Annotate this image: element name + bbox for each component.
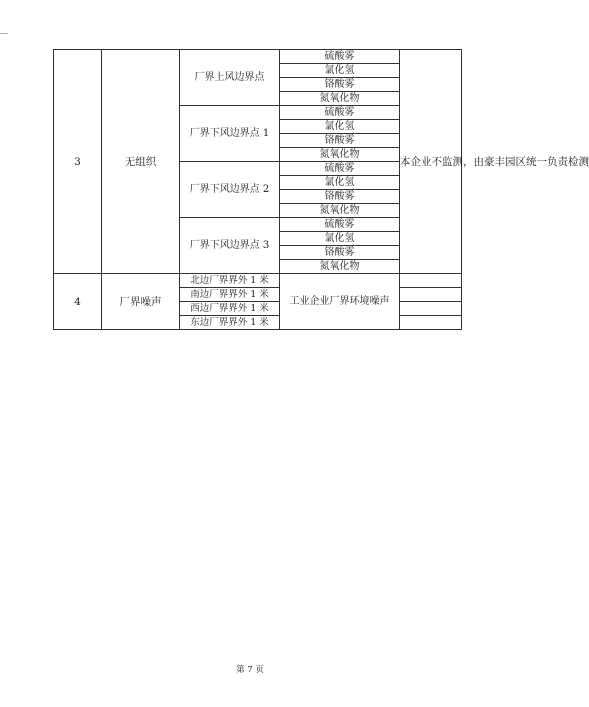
pollutant-cell: 氮氧化物 [280,204,400,218]
row-number: 3 [54,50,102,274]
empty-cell [400,316,462,330]
monitoring-point: 厂界下风边界点 2 [180,162,280,218]
monitoring-point: 厂界上风边界点 [180,50,280,106]
page-number: 第 7 页 [236,665,264,675]
pollutant-cell: 氯化氢 [280,120,400,134]
pollutant-cell: 硫酸雾 [280,106,400,120]
monitoring-point: 厂界下风边界点 1 [180,106,280,162]
pollutant-cell: 铬酸雾 [280,134,400,148]
noise-point: 南边厂界界外 1 米 [180,288,280,302]
pollutant-cell: 硫酸雾 [280,50,400,64]
empty-cell [400,288,462,302]
category-label: 厂界噪声 [102,274,180,330]
pollutant-cell: 氮氧化物 [280,260,400,274]
noise-standard: 工业企业厂界环境噪声 [280,274,400,330]
remark-note: 本企业不监测，由豪丰园区统一负责检测 [400,50,462,274]
pollutant-cell: 硫酸雾 [280,162,400,176]
pollutant-cell: 氯化氢 [280,232,400,246]
monitoring-point: 厂界下风边界点 3 [180,218,280,274]
empty-cell [400,274,462,288]
pollutant-cell: 氯化氢 [280,64,400,78]
noise-point: 西边厂界界外 1 米 [180,302,280,316]
category-label: 无组织 [102,50,180,274]
pollutant-cell: 铬酸雾 [280,246,400,260]
table-row [54,274,462,288]
monitoring-table [53,49,589,330]
pollutant-cell: 铬酸雾 [280,190,400,204]
pollutant-cell: 铬酸雾 [280,78,400,92]
pollutant-cell: 氮氧化物 [280,92,400,106]
empty-cell [400,302,462,316]
noise-point: 北边厂界界外 1 米 [180,274,280,288]
pollutant-cell: 氮氧化物 [280,148,400,162]
noise-point: 东边厂界界外 1 米 [180,316,280,330]
margin-mark [0,33,8,34]
pollutant-cell: 氯化氢 [280,176,400,190]
table-row [54,50,462,64]
row-number: 4 [54,274,102,330]
pollutant-cell: 硫酸雾 [280,218,400,232]
